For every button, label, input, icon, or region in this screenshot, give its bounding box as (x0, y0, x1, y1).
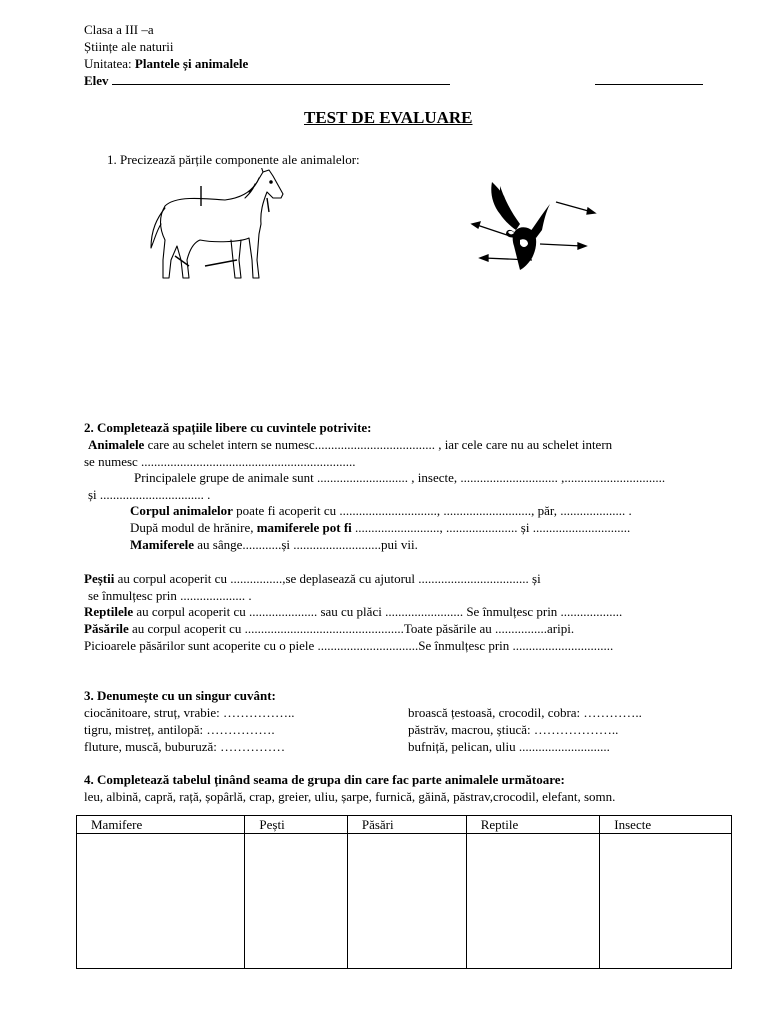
col-reptile: Reptile (466, 816, 600, 834)
student-line (84, 73, 450, 88)
q2-line-6-text: .........................., ...................... și .............................. (351, 520, 631, 535)
page-title: TEST DE EVALUARE (304, 108, 473, 127)
cell-insecte[interactable] (600, 834, 732, 969)
q2-line-1-bold: Animalele (88, 437, 145, 452)
q2-line-6-bold: mamiferele pot fi (256, 520, 352, 535)
cell-pasari[interactable] (347, 834, 466, 969)
q2-line-6-pre: După modul de hrănire, (130, 520, 257, 535)
unit-name: Plantele și animalele (134, 56, 249, 71)
col-mamifere: Mamifere (77, 816, 245, 834)
q2-line-11-text: au corpul acoperit cu .................................................Toate păsările au ................aripi. (128, 621, 575, 636)
cell-mamifere[interactable] (77, 834, 245, 969)
date-blank[interactable] (595, 73, 703, 85)
q2-line-11-bold: Păsările (84, 621, 129, 636)
q2-line-6 (130, 520, 630, 535)
q4-heading: 4. Completează tabelul ținând seama de grupa din care fac parte animalele următoare: (84, 772, 565, 787)
q2-line-8-bold: Peștii (84, 571, 115, 586)
q2-line-1 (88, 437, 612, 452)
q2-line-1-text: care au schelet intern se numesc..................................... , iar cele care nu au schelet intern (144, 437, 613, 452)
q2-line-10-bold: Reptilele (84, 604, 134, 619)
q2-heading: 2. Completează spațiile libere cu cuvintele potrivite: (84, 420, 372, 435)
col-insecte: Insecte (600, 816, 732, 834)
q2-line-5 (130, 503, 632, 518)
q2-line-3: Principalele grupe de animale sunt ............................ , insecte, .............................. ,............................... (134, 470, 666, 485)
q2-line-4: și ................................ . (88, 487, 211, 502)
q2-line-7 (130, 537, 418, 552)
horse-icon (145, 168, 290, 290)
unit-line (84, 56, 248, 71)
q3-left-1: ciocănitoare, struț, vrabie: …………….. (84, 705, 295, 720)
student-label: Elev (84, 73, 109, 88)
q4-animal-list: leu, albină, capră, rață, șopârlă, crap, greier, uliu, șarpe, furnică, găină, păstrav,crocodil, elefant, somn. (84, 789, 616, 804)
q2-line-12: Picioarele păsărilor sunt acoperite cu o piele ...............................Se înmulțesc prin ............................... (84, 638, 614, 653)
col-pasari: Păsări (347, 816, 466, 834)
q2-line-10 (84, 604, 622, 619)
q2-line-9: se înmulțesc prin .................... . (88, 588, 252, 603)
cell-reptile[interactable] (466, 834, 600, 969)
subject-line: Științe ale naturii (84, 39, 174, 54)
q3-right-3: bufniță, pelican, uliu ............................ (408, 739, 610, 754)
q2-line-2: se numesc .................................................................. (84, 454, 356, 469)
q1-prompt: 1. Precizează părțile componente ale animalelor: (107, 152, 360, 167)
class-line: Clasa a III –a (84, 22, 154, 37)
q3-right-2: păstrăv, macrou, știucă: ……………….. (408, 722, 619, 737)
date-line (595, 73, 703, 88)
q2-line-11 (84, 621, 574, 636)
eagle-icon (470, 180, 598, 275)
table-answer-row (77, 834, 732, 969)
q2-line-7-text: au sânge............și ...........................pui vii. (194, 537, 418, 552)
cell-pesti[interactable] (245, 834, 347, 969)
student-name-blank[interactable] (112, 73, 450, 85)
unit-label: Unitatea: (84, 56, 135, 71)
q2-line-8 (84, 571, 541, 586)
q3-heading: 3. Denumește cu un singur cuvânt: (84, 688, 276, 703)
table-header-row (77, 816, 732, 834)
classification-table (76, 815, 732, 969)
q3-right-1: broască țestoasă, crocodil, cobra: ………….. (408, 705, 642, 720)
q2-line-8-text: au corpul acoperit cu ................,se deplasează cu ajutorul .................................. și (114, 571, 541, 586)
q2-line-10-text: au corpul acoperit cu ..................... sau cu plăci ........................ Se înmulțesc prin ................... (133, 604, 623, 619)
q2-line-5-text: poate fi acoperit cu .............................., ..........................., păr, .................... . (232, 503, 632, 518)
q2-line-7-bold: Mamiferele (130, 537, 194, 552)
col-pesti: Pești (245, 816, 347, 834)
q3-left-2: tigru, mistreț, antilopă: ……………. (84, 722, 275, 737)
q3-left-3: fluture, muscă, buburuză: …………… (84, 739, 286, 754)
q2-line-5-bold: Corpul animalelor (130, 503, 233, 518)
